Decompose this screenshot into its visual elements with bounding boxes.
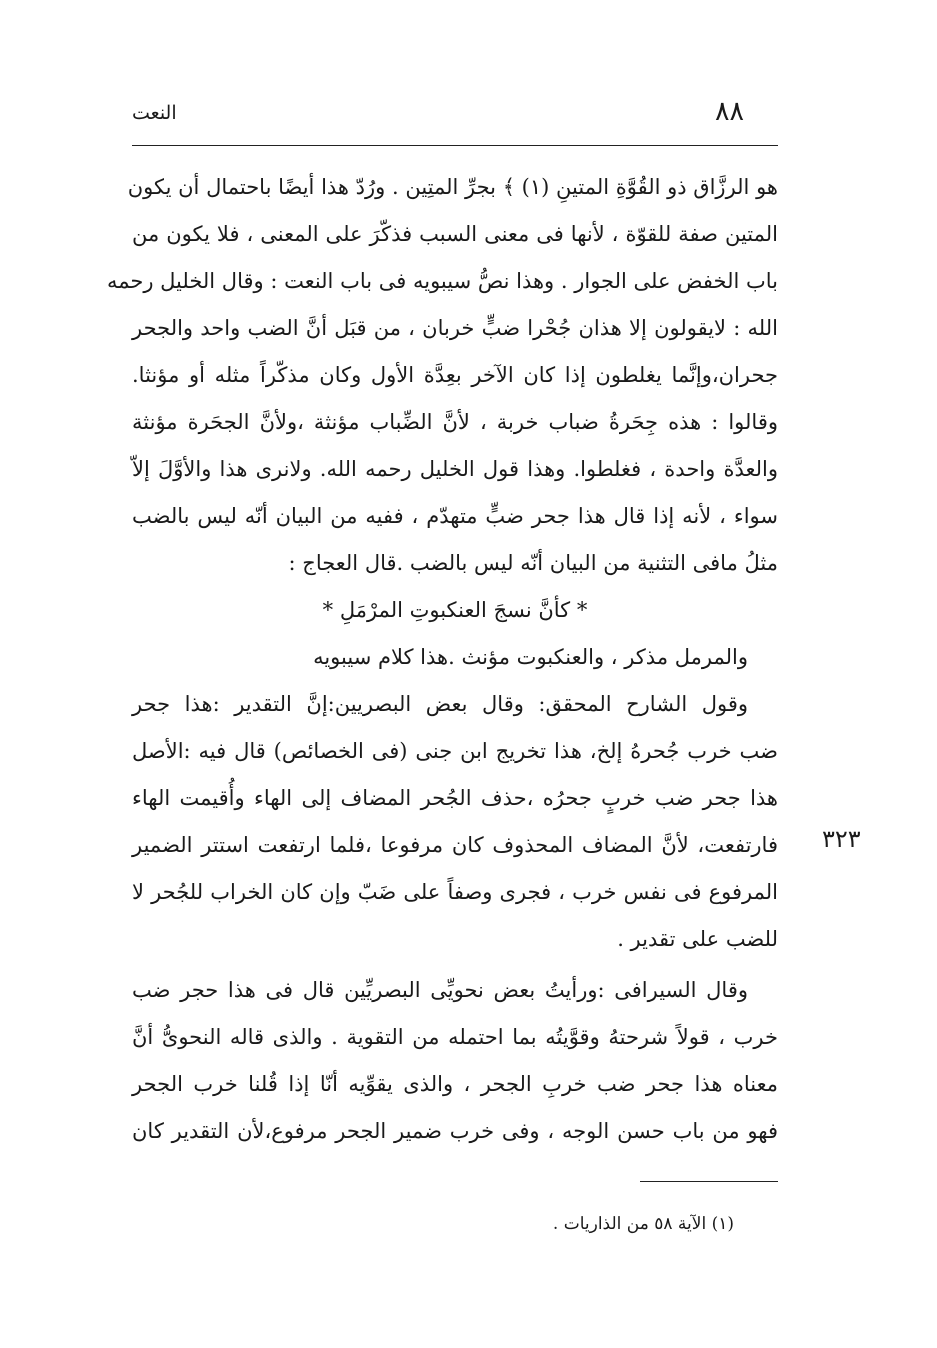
body-line: فهو من باب حسن الوجه ، وفى خرب ضمير الجحر مرفوع،لأن التقدير كان [132, 1119, 778, 1143]
body-line: والمرمل مذكر ، والعنكبوت مؤنث .هذا كلام سيبويه [313, 645, 748, 669]
body-line: ضب خرب جُحرهُ إلخ، هذا تخريج ابن جنى (فى الخصائص) قال فيه :الأصل [132, 739, 778, 763]
body-line: هو الرزَّاق ذو القُوَّةِ المتينِ (١) ﴾ بجرِّ المتِين . ورُدّ هذا أيضًا باحتمال أن يكون [127, 175, 778, 199]
body-line: مثلُ مافى التثنية من البيان أنّه ليس بالضب .قال العجاج : [288, 551, 778, 575]
footnote: (١) الآية ٥٨ من الذاريات . [552, 1214, 734, 1234]
paragraph-start-line: وقال السيرافى :ورأيتُ بعض نحويِّى البصريِّين قال فى هذا حجر ضب [132, 978, 748, 1002]
body-line: سواء ، لأنه إذا قال هذا جحر ضبٍّ متهدّم ، ففيه من البيان أنّه ليس بالضب [132, 504, 778, 528]
body-line: هذا جحر ضب خربٍ جحرُه ،حذف الجُحر المضاف إلى الهاء وأُقيمت الهاء [132, 786, 778, 810]
body-line: المتين صفة للقوّة ، لأنها فى معنى السبب فذكّرَ على المعنى ، فلا يكون من [132, 222, 778, 246]
body-line: والعدَّة واحدة ، فغلطوا. وهذا قول الخليل رحمه الله. ولانرى هذا والأوَّلَ إلاّ [132, 457, 778, 481]
verse-line: * كأنَّ نسجَ العنكبوتِ المرْمَلِ * [322, 598, 588, 622]
body-line: خرب ، قولاً شرحتهُ وقوَّيتُه بما احتمله من التقوية . والذى قاله النحوىُّ أنَّ [132, 1025, 778, 1049]
footnote-rule [640, 1181, 778, 1182]
body-line: باب الخفض على الجوار . وهذا نصُّ سيبويه فى باب النعت : وقال الخليل رحمه [106, 269, 778, 293]
margin-reference-number: ٣٢٣ [822, 825, 861, 853]
body-line: للضب على تقدير . [617, 927, 778, 951]
body-line: المرفوع فى نفس خرب ، فجرى وصفاً على ضَبّ وإن كان الخراب للجُحر لا [132, 880, 778, 904]
running-header-title: النعت [132, 102, 177, 124]
body-line: فارتفعت، لأنَّ المضاف المحذوف كان مرفوعا ،فلما ارتفعت استتر الضمير [132, 833, 778, 857]
header-rule [132, 145, 778, 146]
paragraph-start-line: وقول الشارح المحقق: وقال بعض البصريين:إنَّ التقدير :هذا جحر [132, 692, 748, 716]
body-line: الله : لايقولون إلا هذان جُحْرا ضبٍّ خربان ، من قبَل أنَّ الضب واحد والجحر [132, 316, 778, 340]
page-number: ٨٨ [715, 96, 745, 127]
body-line: جحران،وإنَّما يغلطون إذا كان الآخر بعِدَّة الأول وكان مذكّراً مثله أو مؤنثا. [132, 363, 778, 387]
body-line: معناه هذا جحر ضب خربِ الجحر ، والذى يقوِّيه أنّا إذا قُلنا خرب الجحر [132, 1072, 778, 1096]
body-line: وقالوا : هذه جِحَرةُ ضباب خربة ، لأنَّ الضِّباب مؤنثة ،ولأنَّ الجحَرة مؤنثة [132, 410, 778, 434]
